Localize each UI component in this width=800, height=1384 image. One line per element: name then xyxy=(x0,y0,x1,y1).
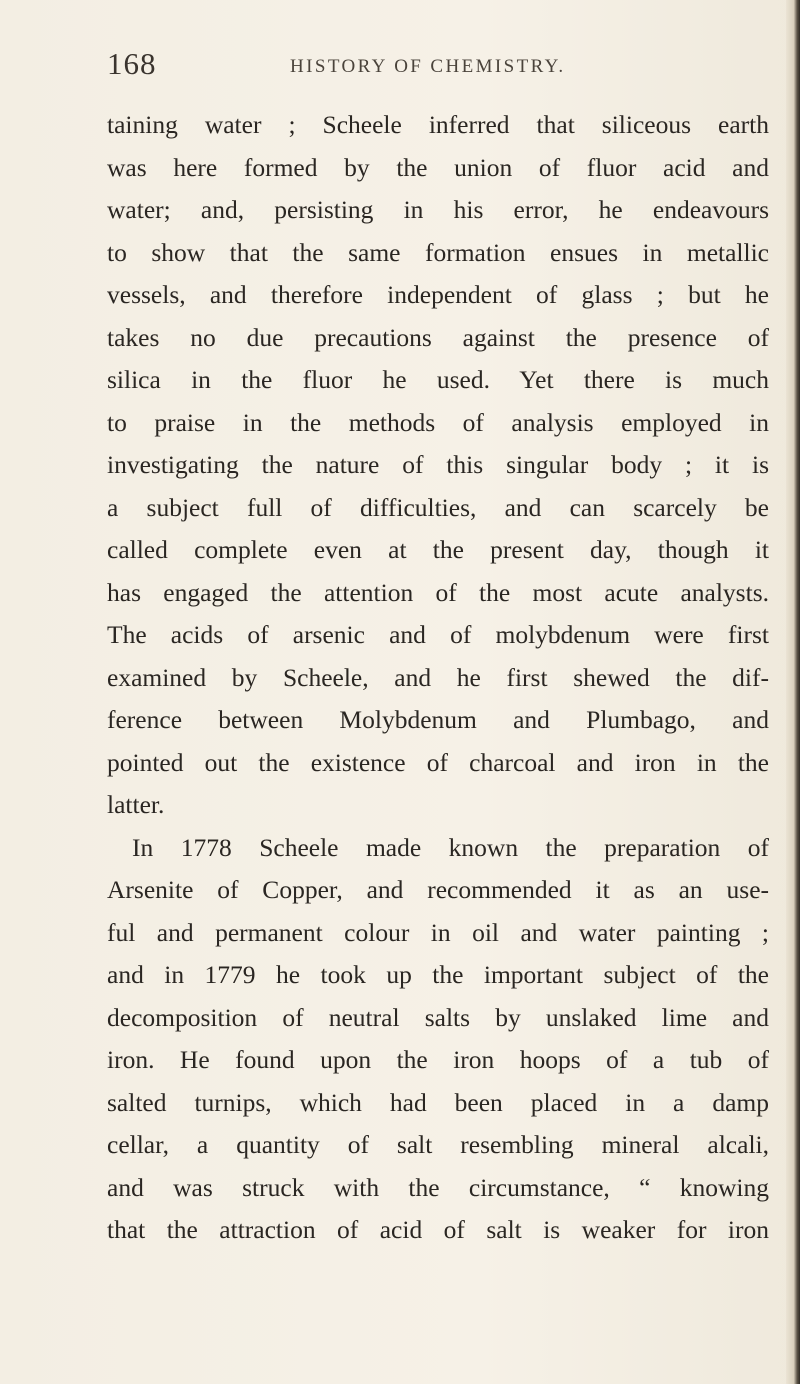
text-line: has engaged the attention of the most acute analysts. xyxy=(107,577,769,607)
text-line: ference between Molybdenum and Plumbago, and xyxy=(107,705,769,734)
text-line: iron. He found upon the iron hoops of a tub of xyxy=(107,1045,769,1074)
text-line: latter. xyxy=(107,790,165,819)
text-line: vessels, and therefore independent of glass ; but he xyxy=(107,280,769,309)
text-line: In 1778 Scheele made known the preparation of xyxy=(132,832,769,862)
text-line: to show that the same formation ensues in metallic xyxy=(107,237,769,267)
text-line: The acids of arsenic and of molybdenum were first xyxy=(107,620,769,649)
text-line: and was struck with the circumstance, “ knowing xyxy=(107,1172,769,1202)
text-line: that the attraction of acid of salt is weaker for iron xyxy=(107,1215,769,1244)
text-line: takes no due precautions against the presence of xyxy=(107,322,769,352)
text-line: ful and permanent colour in oil and water painting ; xyxy=(107,917,769,947)
body-text xyxy=(107,104,769,1252)
running-title: HISTORY OF CHEMISTRY. xyxy=(290,56,566,77)
text-line: decomposition of neutral salts by unslaked lime and xyxy=(107,1002,769,1032)
page-edge-shadow xyxy=(786,0,800,1384)
text-line: a subject full of difficulties, and can scarcely be xyxy=(107,492,769,522)
text-line: investigating the nature of this singular body ; it is xyxy=(107,450,769,479)
text-line: salted turnips, which had been placed in a damp xyxy=(107,1087,769,1117)
text-line: pointed out the existence of charcoal and iron in the xyxy=(107,747,769,777)
text-line: taining water ; Scheele inferred that siliceous earth xyxy=(107,110,769,139)
text-line: called complete even at the present day, though it xyxy=(107,535,769,564)
text-line: was here formed by the union of fluor acid and xyxy=(107,152,769,182)
text-line: cellar, a quantity of salt resembling mineral alcali, xyxy=(107,1130,769,1159)
text-line: and in 1779 he took up the important subject of the xyxy=(107,960,769,989)
text-line: to praise in the methods of analysis employed in xyxy=(107,407,769,437)
page-header xyxy=(107,46,707,86)
text-line: Arsenite of Copper, and recommended it as an use- xyxy=(107,875,769,904)
page-number: 168 xyxy=(107,46,157,81)
text-line: water; and, persisting in his error, he endeavours xyxy=(107,195,769,224)
text-line: silica in the fluor he used. Yet there is much xyxy=(107,365,769,394)
text-line: examined by Scheele, and he first shewed the dif- xyxy=(107,662,769,692)
